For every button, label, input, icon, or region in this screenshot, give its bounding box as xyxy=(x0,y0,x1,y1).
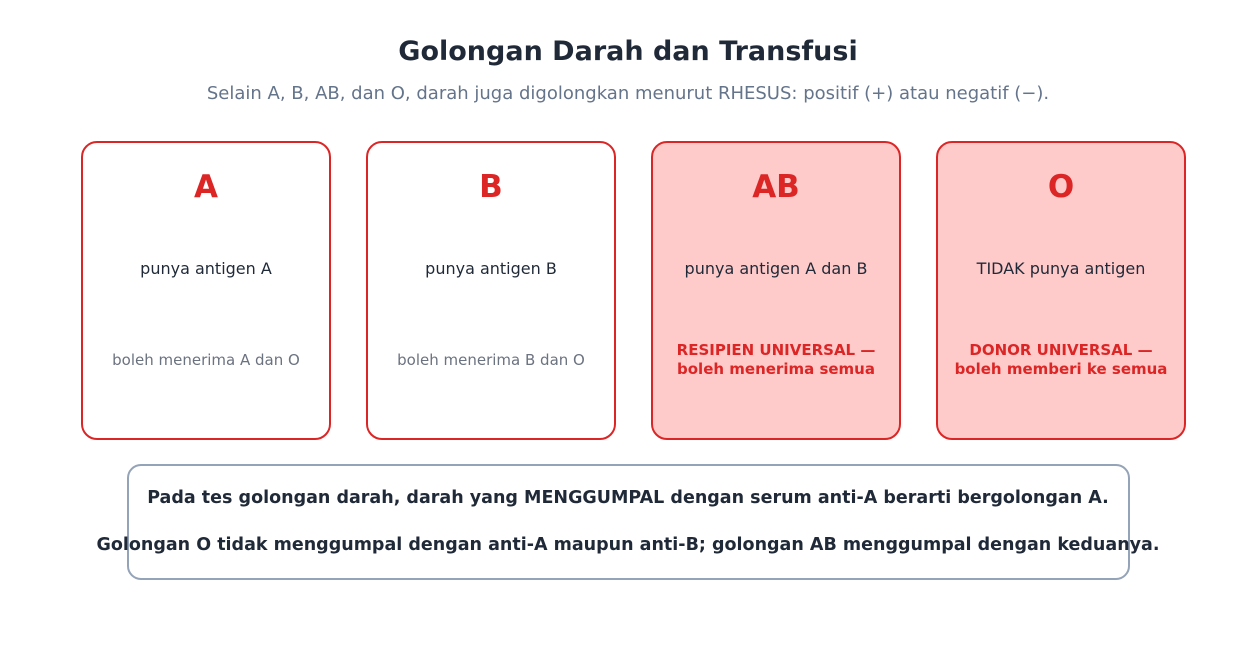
card-antigen: punya antigen A xyxy=(140,259,272,278)
note-box xyxy=(127,464,1130,580)
page-title: Golongan Darah dan Transfusi xyxy=(398,36,858,67)
card-note-line: boleh menerima A dan O xyxy=(112,351,300,369)
card-note xyxy=(653,341,899,379)
card-blood-type-o xyxy=(936,141,1186,440)
card-antigen: punya antigen B xyxy=(425,259,557,278)
card-note-line: DONOR UNIVERSAL — xyxy=(969,341,1153,359)
card-blood-type-a xyxy=(81,141,331,440)
card-letter: O xyxy=(1047,169,1075,205)
card-blood-type-ab xyxy=(651,141,901,440)
card-antigen: punya antigen A dan B xyxy=(684,259,868,278)
note-line-2: Golongan O tidak menggumpal dengan anti-A maupun anti-B; golongan AB menggumpal dengan keduanya. xyxy=(96,535,1160,555)
card-antigen: TIDAK punya antigen xyxy=(976,259,1146,278)
card-note xyxy=(368,350,614,370)
card-note-line: boleh memberi ke semua xyxy=(954,360,1168,378)
card-blood-type-b xyxy=(366,141,616,440)
card-note xyxy=(938,341,1184,379)
card-note-line: RESIPIEN UNIVERSAL — xyxy=(676,341,876,359)
card-letter: AB xyxy=(752,169,800,205)
page-subtitle: Selain A, B, AB, dan O, darah juga digolongkan menurut RHESUS: positif (+) atau negatif (−). xyxy=(206,83,1050,104)
card-note-line: boleh menerima semua xyxy=(677,360,875,378)
card-letter: B xyxy=(479,169,503,205)
card-letter: A xyxy=(194,169,218,205)
card-note xyxy=(83,350,329,370)
note-line-1: Pada tes golongan darah, darah yang MENGGUMPAL dengan serum anti-A berarti bergolongan A. xyxy=(147,488,1109,508)
card-note-line: boleh menerima B dan O xyxy=(397,351,585,369)
